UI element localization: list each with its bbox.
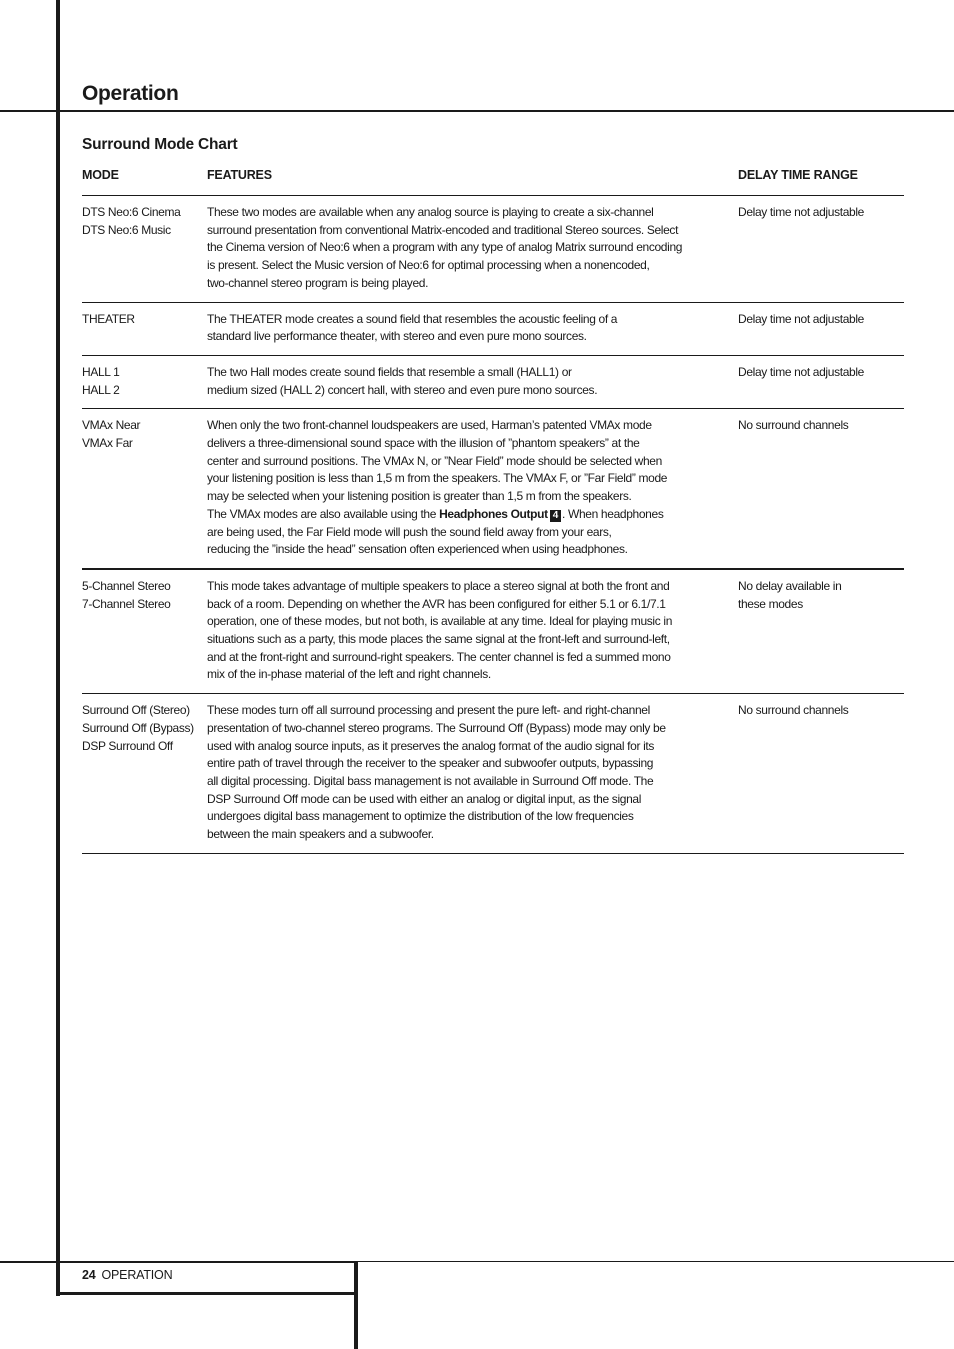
- features-line: may be selected when your listening position is greater than 1,5 m from the speakers.: [207, 489, 632, 504]
- features-line: are being used, the Far Field mode will push the sound field away from your ears,: [207, 524, 612, 539]
- features-cell: [207, 204, 738, 293]
- header-rule: [0, 110, 954, 112]
- features-line: delivers a three-dimensional sound space with the illusion of ”phantom speakers” at the: [207, 436, 640, 451]
- features-line: When only the two front-channel loudspeakers are used, Harman’s patented VMAx mode: [207, 418, 652, 433]
- features-line: surround presentation from conventional Matrix-encoded and traditional Stereo sources. Select: [207, 222, 679, 237]
- features-line: undergoes digital bass management to optimize the distribution of the low frequencies: [207, 809, 634, 824]
- delay-cell: Delay time not adjustable: [738, 205, 864, 219]
- features-line: used with analog source inputs, as it preserves the analog format of the audio signal for its: [207, 738, 655, 753]
- delay-cell: No surround channels: [738, 418, 849, 433]
- features-cell: [207, 702, 738, 844]
- delay-cell: Delay time not adjustable: [738, 364, 864, 379]
- features-line: reducing the ”inside the head” sensation often experienced when using headphones.: [207, 542, 628, 557]
- table-row: [82, 196, 904, 303]
- delay-cell: No surround channels: [738, 703, 849, 718]
- features-cell: [207, 364, 738, 399]
- page-number: 24: [82, 1268, 96, 1282]
- table-row: [82, 694, 904, 854]
- footer-section-label: OPERATION: [101, 1268, 173, 1282]
- delay-cell: No delay available in these modes: [738, 578, 842, 611]
- mode-cell: THEATER: [82, 311, 135, 326]
- column-header-features: FEATURES: [207, 168, 272, 182]
- features-line: all digital processing. Digital bass management is not available in Surround Off mode. The: [207, 773, 654, 788]
- table-row: [82, 356, 904, 409]
- features-line: and at the front-right and surround-right speakers. The center channel is fed a summed mono: [207, 649, 671, 664]
- footer-rule-bottom: [56, 1292, 356, 1295]
- features-cell: [207, 311, 738, 346]
- table-row: [82, 303, 904, 356]
- features-line-mixed: [207, 506, 738, 524]
- features-line: between the main speakers and a subwoofer.: [207, 827, 434, 842]
- features-line: situations such as a party, this mode places the same signal at the front-left and surround-left,: [207, 632, 670, 647]
- features-line: DSP Surround Off mode can be used with either an analog or digital input, as the signal: [207, 791, 642, 806]
- features-line: is present. Select the Music version of Neo:6 for optimal processing when a nonencoded,: [207, 258, 650, 273]
- features-line: These modes turn off all surround processing and present the pure left- and right-channel: [207, 703, 650, 718]
- footer-rule-thin: [357, 1261, 954, 1262]
- table-header-row: [82, 167, 904, 196]
- features-text-before: The VMAx modes are also available using the: [207, 506, 440, 521]
- features-line: medium sized (HALL 2) concert hall, with stereo and even pure mono sources.: [207, 382, 598, 397]
- features-line: The two Hall modes create sound fields that resemble a small (HALL1) or: [207, 364, 572, 379]
- features-line: back of a room. Depending on whether the AVR has been configured for either 5.1 or 6.1/7.1: [207, 596, 666, 611]
- features-line: center and surround positions. The VMAx N, or ”Near Field” mode should be selected when: [207, 453, 662, 468]
- mode-cell: Surround Off (Stereo) Surround Off (Bypass) DSP Surround Off: [82, 703, 194, 753]
- features-line: entire path of travel through the receiver to the speaker and subwoofer outputs, bypassing: [207, 756, 654, 771]
- features-line: The THEATER mode creates a sound field that resembles the acoustic feeling of a: [207, 311, 618, 326]
- page-footer: [82, 1268, 172, 1282]
- callout-number-badge: 4: [550, 510, 561, 522]
- mode-cell: 5-Channel Stereo 7-Channel Stereo: [82, 578, 171, 611]
- features-line: presentation of two-channel stereo programs. The Surround Off (Bypass) mode may only be: [207, 720, 666, 735]
- features-line: the Cinema version of Neo:6 when a program with any type of analog Matrix surround encoding: [207, 240, 683, 255]
- footer-vertical-bar: [354, 1261, 358, 1349]
- mode-cell: DTS Neo:6 Cinema DTS Neo:6 Music: [82, 205, 181, 237]
- column-header-mode: MODE: [82, 168, 119, 182]
- features-line: mix of the in-phase material of the left and right channels.: [207, 667, 491, 682]
- features-cell: [207, 417, 738, 559]
- mode-cell: HALL 1 HALL 2: [82, 364, 120, 397]
- features-line: standard live performance theater, with stereo and even pure mono sources.: [207, 329, 587, 344]
- left-margin-bar: [56, 0, 60, 1296]
- table-row: [82, 409, 904, 570]
- table-row: [82, 570, 904, 694]
- footer-rule: [0, 1261, 357, 1263]
- headphones-output-label: Headphones Output: [439, 506, 548, 521]
- features-text-after: . When headphones: [562, 506, 664, 521]
- features-line: This mode takes advantage of multiple speakers to place a stereo signal at both the front and: [207, 578, 670, 593]
- column-header-delay: DELAY TIME RANGE: [738, 168, 858, 182]
- page-title: Operation: [82, 82, 179, 105]
- features-line: operation, one of these modes, but not both, is available at any time. Ideal for playing music in: [207, 614, 673, 629]
- features-line: two-channel stereo program is being played.: [207, 275, 429, 290]
- chart-title: Surround Mode Chart: [82, 136, 238, 153]
- features-line: your listening position is less than 1,5 m from the speakers. The VMAx F, or ”Far Field” mode: [207, 471, 668, 486]
- features-line: These two modes are available when any analog source is playing to create a six-channel: [207, 205, 654, 219]
- delay-cell: Delay time not adjustable: [738, 311, 864, 326]
- mode-cell: VMAx Near VMAx Far: [82, 418, 141, 451]
- features-cell: [207, 578, 738, 684]
- surround-mode-table: [82, 167, 904, 854]
